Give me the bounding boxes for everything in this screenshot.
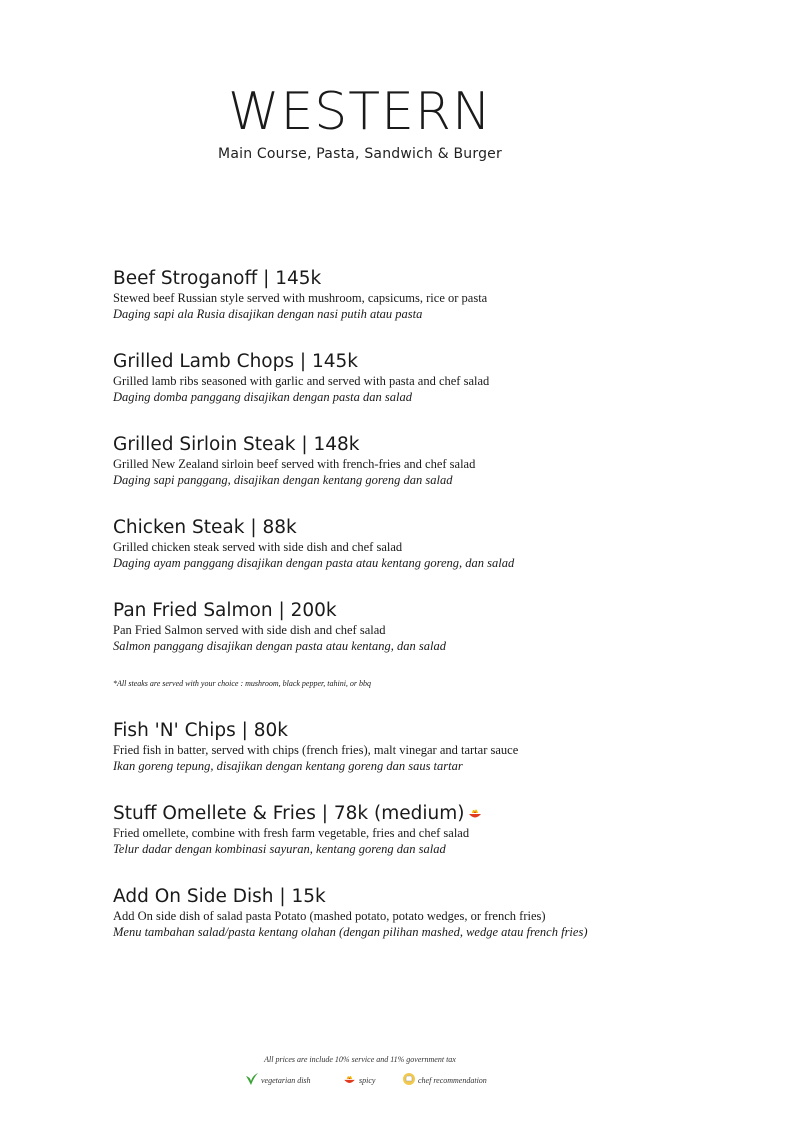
item-name: Chicken Steak [113,517,245,538]
item-description-id: Daging sapi panggang, disajikan dengan kentang goreng dan salad [113,473,453,487]
item-description-en: Add On side dish of salad pasta Potato (mashed potato, potato wedges, or french fries) [113,909,546,923]
item-separator: | [235,720,254,741]
menu-item [113,803,753,857]
item-name: Pan Fried Salmon [113,600,273,621]
steak-sauce-note: *All steaks are served with your choice : mushroom, black pepper, tahini, or bbq [113,679,372,688]
spicy-icon [467,805,483,827]
menu-item [113,600,753,654]
legend-label: chef recommendation [418,1076,487,1085]
item-separator: | [315,803,334,824]
menu-title: WESTERN [228,82,492,142]
item-price: 80k [253,720,288,741]
item-description-en: Grilled lamb ribs seasoned with garlic and served with pasta and chef salad [113,374,490,388]
legend-chef-recommendation [402,1072,487,1086]
item-name: Fish 'N' Chips [113,720,236,741]
item-separator: | [294,351,312,372]
item-price: 145k [275,268,322,289]
menu-item [113,351,753,405]
item-separator: | [273,886,292,907]
tax-note: All prices are include 10% service and 11% government tax [264,1055,456,1064]
item-price: 88k [262,517,297,538]
item-description-en: Fried fish in batter, served with chips (french fries), malt vinegar and tartar sauce [113,743,519,757]
menu-item [113,886,753,940]
item-title [113,600,753,622]
item-title [113,434,753,456]
menu-item [113,720,753,774]
item-title [113,720,753,742]
item-price: 145k [312,351,359,372]
item-name: Grilled Lamb Chops [113,351,294,372]
legend-vegetarian [245,1072,311,1086]
item-title [113,517,753,539]
item-description-id: Daging domba panggang disajikan dengan pasta dan salad [113,390,412,404]
item-description-id: Menu tambahan salad/pasta kentang olahan (dengan pilihan mashed, wedge atau french fries) [113,925,588,939]
item-description-en: Grilled New Zealand sirloin beef served with french-fries and chef salad [113,457,476,471]
item-description-id: Daging sapi ala Rusia disajikan dengan nasi putih atau pasta [113,307,423,321]
spicy-icon [342,1076,359,1085]
item-name: Beef Stroganoff [113,268,258,289]
item-description-id: Daging ayam panggang disajikan dengan pasta atau kentang goreng, dan salad [113,556,515,570]
item-price: 78k (medium) [333,803,465,824]
item-name: Add On Side Dish [113,886,274,907]
menu-item [113,434,753,488]
item-separator: | [257,268,276,289]
item-title [113,351,753,373]
item-separator: | [295,434,314,455]
item-description-id: Ikan goreng tepung, disajikan dengan kentang goreng dan saus tartar [113,759,463,773]
menu-item [113,268,753,322]
menu-subtitle: Main Course, Pasta, Sandwich & Burger [218,146,502,162]
legend-label: spicy [359,1076,376,1085]
item-price: 200k [290,600,337,621]
item-separator: | [272,600,291,621]
menu-item [113,517,753,571]
legend-label: vegetarian dish [261,1076,311,1085]
item-description-en: Stewed beef Russian style served with mushroom, capsicums, rice or pasta [113,291,488,305]
item-separator: | [244,517,263,538]
item-description-id: Salmon panggang disajikan dengan pasta atau kentang, dan salad [113,639,446,653]
legend-spicy [342,1072,375,1086]
item-description-en: Pan Fried Salmon served with side dish and chef salad [113,623,386,637]
item-title [113,268,753,290]
item-description-en: Fried omellete, combine with fresh farm vegetable, fries and chef salad [113,826,470,840]
item-description-en: Grilled chicken steak served with side dish and chef salad [113,540,403,554]
item-price: 15k [291,886,326,907]
item-title [113,886,753,908]
chef-recommendation-icon [402,1076,418,1085]
item-name: Stuff Omellete & Fries [113,803,316,824]
item-name: Grilled Sirloin Steak [113,434,296,455]
item-description-id: Telur dadar dengan kombinasi sayuran, kentang goreng dan salad [113,842,446,856]
vegetarian-icon [245,1076,261,1085]
item-title [113,803,753,825]
item-price: 148k [313,434,360,455]
